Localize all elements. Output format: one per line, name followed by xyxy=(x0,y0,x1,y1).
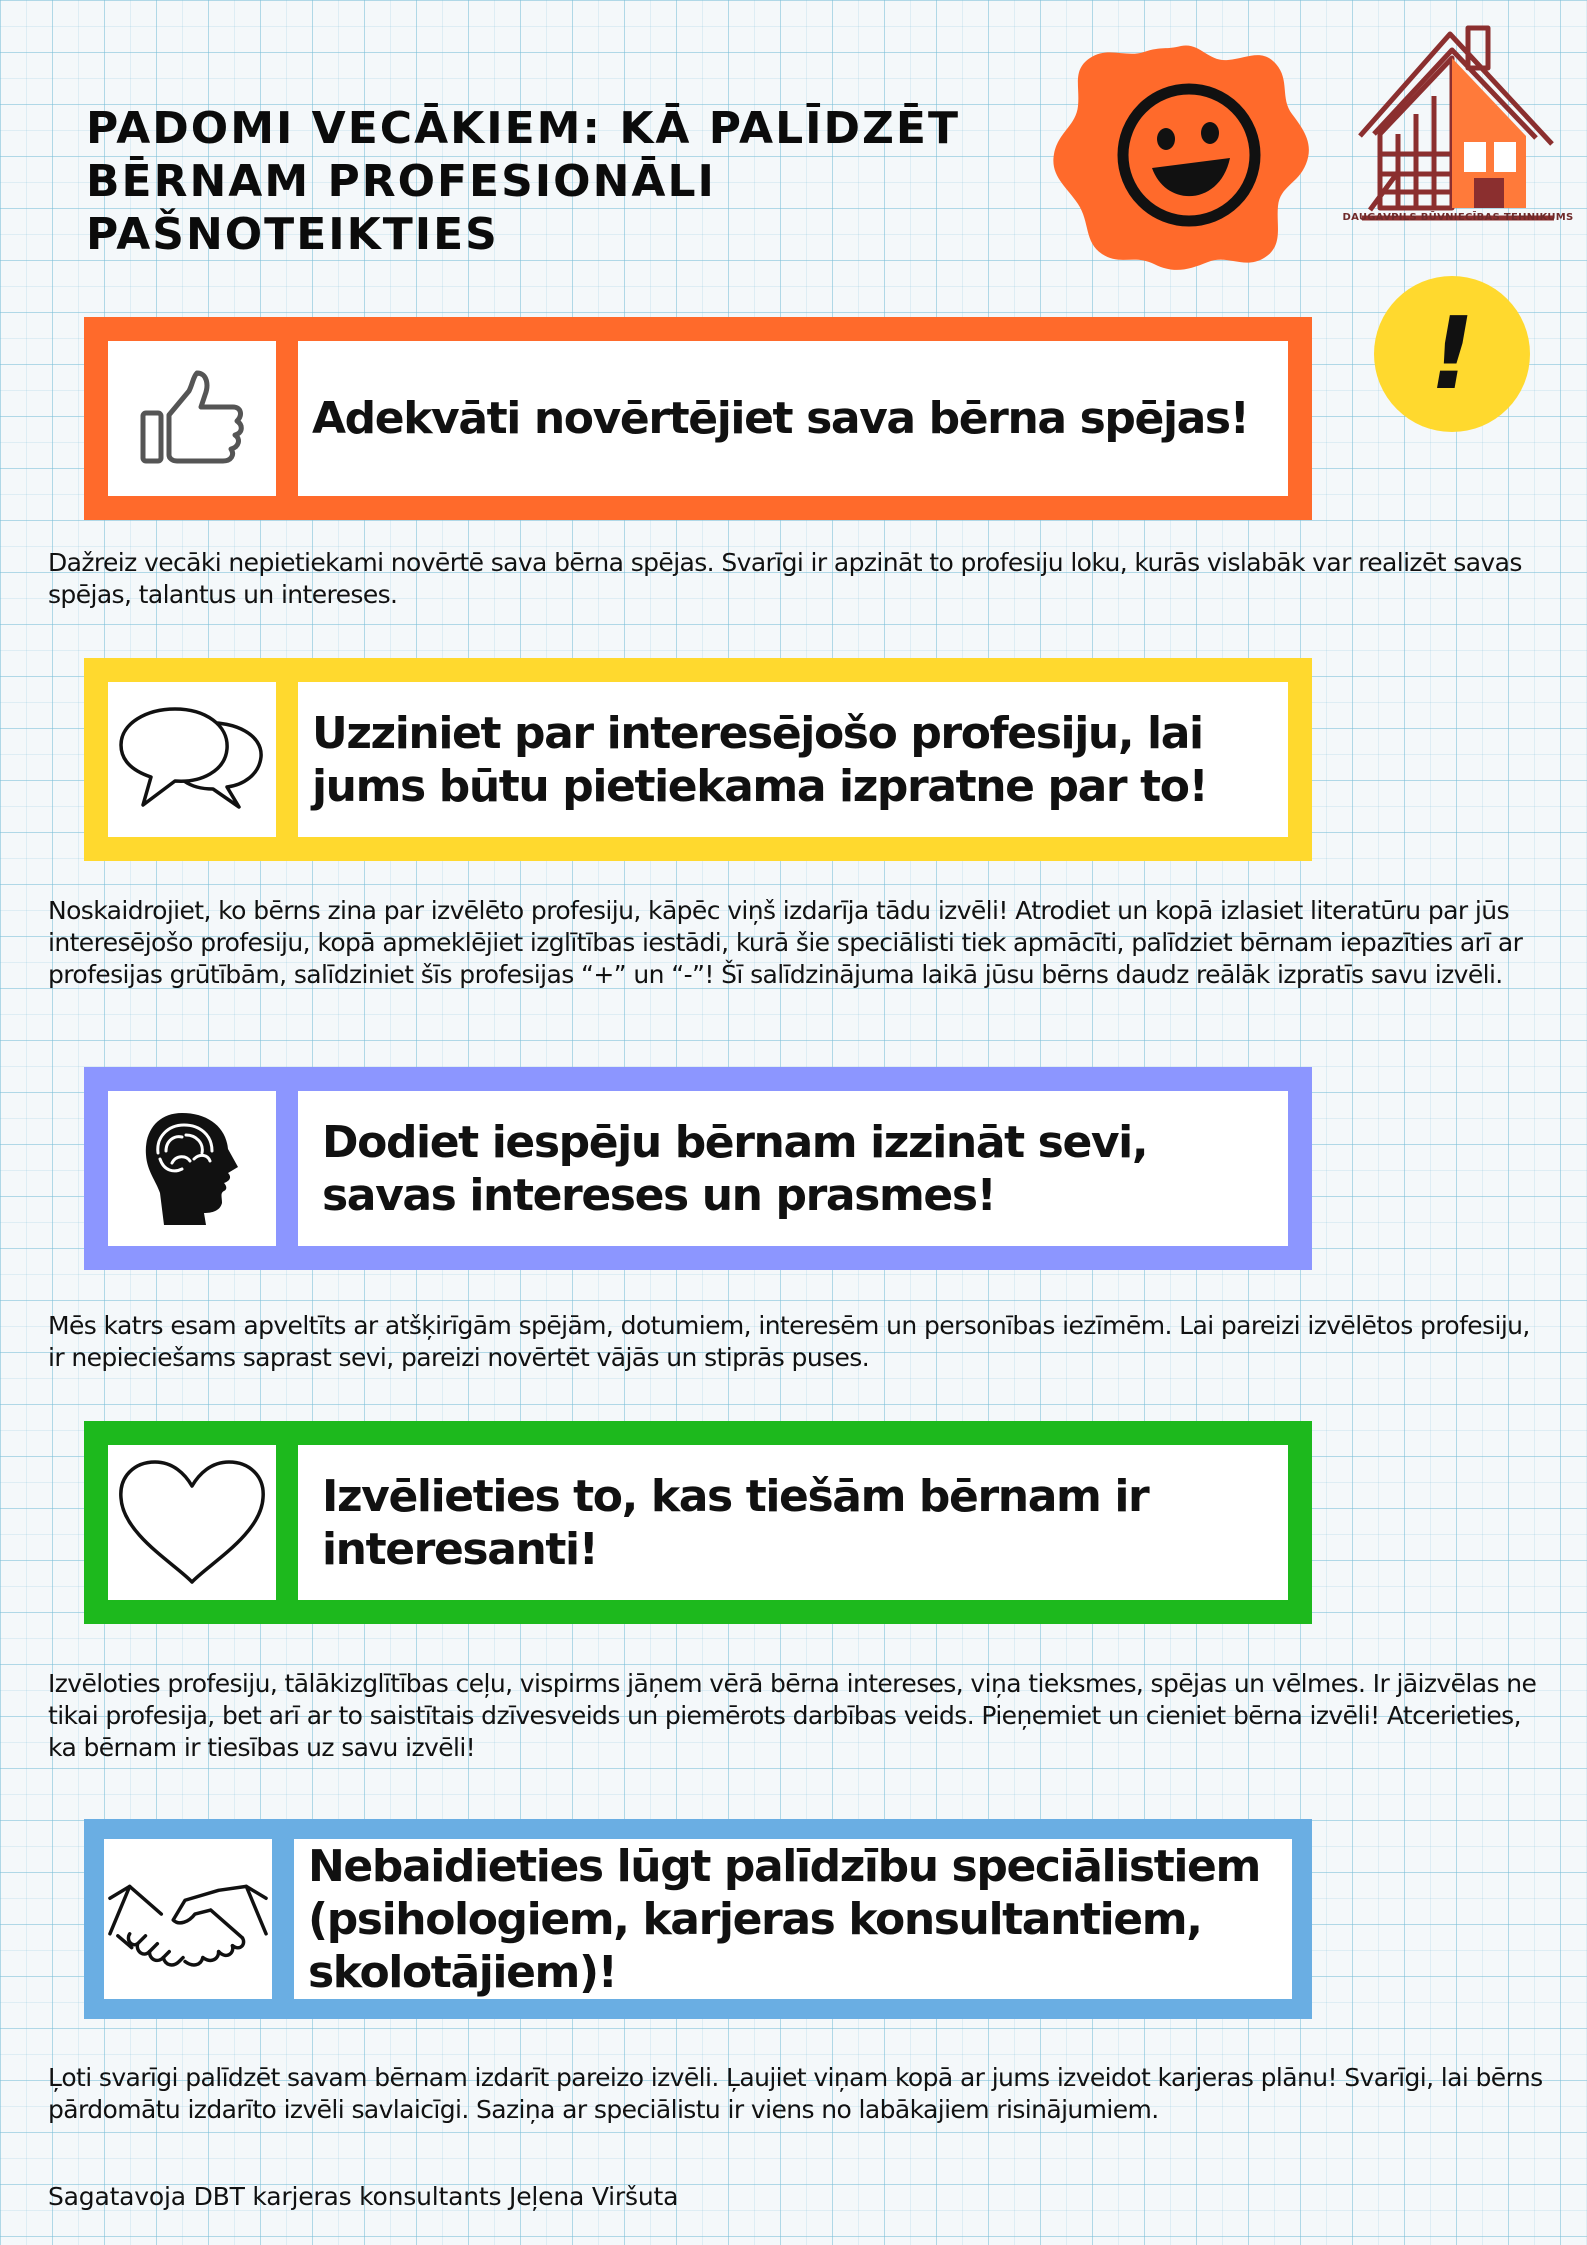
head-brain-icon xyxy=(142,1109,242,1229)
tip-heading: Nebaidieties lūgt palīdzību speciālistiem (psihologiem, karjeras konsultantiem, skolotājiem)! xyxy=(308,1840,1260,1998)
tip-heading-box xyxy=(298,1445,1288,1600)
tip-icon-box xyxy=(108,1091,276,1246)
tip-heading: Adekvāti novērtējiet sava bērna spējas! xyxy=(312,393,1249,444)
heart-icon xyxy=(117,1458,267,1588)
tip-card-3 xyxy=(84,1067,1312,1270)
logo-caption: DAUGAVPILS BŪVNIECĪBAS TEHNIKUMS xyxy=(1342,212,1574,223)
tip-heading: Dodiet iespēju bērnam izzināt sevi, savas intereses un prasmes! xyxy=(322,1116,1148,1221)
exclamation-badge xyxy=(1374,276,1530,432)
smiley-badge-icon xyxy=(1048,40,1314,274)
speech-bubbles-icon xyxy=(117,705,267,815)
tip-heading-box xyxy=(298,341,1288,496)
tip-heading: Izvēlieties to, kas tiešām bērnam ir interesanti! xyxy=(322,1470,1149,1575)
author-credit: Sagatavoja DBT karjeras konsultants Jeļena Viršuta xyxy=(48,2182,679,2211)
tip-card-5 xyxy=(84,1819,1312,2019)
tip-text-3: Mēs katrs esam apveltīts ar atšķirīgām spējām, dotumiem, interesēm un personības iezīmēm. Lai pareizi izvēlētos profesiju, ir nepieciešams saprast sevi, pareizi novērtēt vājās un stiprās puses. xyxy=(48,1311,1530,1372)
tip-card-4 xyxy=(84,1421,1312,1624)
tip-heading-box xyxy=(298,682,1288,837)
tip-card-2 xyxy=(84,658,1312,861)
tip-icon-box xyxy=(108,682,276,837)
tip-text-4: Izvēloties profesiju, tālākizglītības ceļu, vispirms jāņem vērā bērna intereses, viņa tieksmes, spējas un vēlmes. Ir jāizvēlas ne tikai profesija, bet arī ar to saistītais dzīvesveids un piemērots darbības veids. Pieņemiet un cieniet bērna izvēli! Atcerieties, ka bērnam ir tiesības uz savu izvēli! xyxy=(48,1669,1537,1762)
tip-icon-box xyxy=(108,341,276,496)
tip-text-2: Noskaidrojiet, ko bērns zina par izvēlēto profesiju, kāpēc viņš izdarīja tādu izvēli! Atrodiet un kopā izlasiet literatūru par jūs interesējošo profesiju, kopā apmeklējiet izglītības iestādi, kurā šie speciālisti tiek apmācīti, palīdziet bērnam iepazīties arī ar profesijas grūtībām, salīdziniet šīs profesijas “+” un “-”! Šī salīdzinājuma laikā jūsu bērns daudz reālāk izpratīs savu izvēli. xyxy=(48,896,1523,989)
tip-heading-box xyxy=(298,1091,1288,1246)
tip-icon-box xyxy=(108,1445,276,1600)
tip-icon-box xyxy=(104,1839,272,1999)
handshake-icon xyxy=(104,1864,272,1974)
tip-heading: Uzziniet par interesējošo profesiju, lai jums būtu pietiekama izpratne par to! xyxy=(312,707,1208,812)
college-logo-icon xyxy=(1340,22,1576,232)
tip-text-5: Ļoti svarīgi palīdzēt savam bērnam izdarīt pareizo izvēli. Ļaujiet viņam kopā ar jums izveidot karjeras plānu! Svarīgi, lai bērns pārdomātu izdarīto izvēli savlaicīgi. Saziņa ar speciālistu ir viens no labākajiem risinājumiem. xyxy=(48,2063,1543,2124)
thumbs-up-icon xyxy=(137,369,247,469)
tip-card-1 xyxy=(84,317,1312,520)
tip-text-1: Dažreiz vecāki nepietiekami novērtē sava bērna spējas. Svarīgi ir apzināt to profesiju loku, kurās vislabāk var realizēt savas spējas, talantus un intereses. xyxy=(48,548,1522,609)
exclamation-mark: ! xyxy=(1418,295,1486,412)
tip-heading-box xyxy=(294,1839,1292,1999)
page-title: PADOMI VECĀKIEM: KĀ PALĪDZĒT BĒRNAM PROFESIONĀLI PAŠNOTEIKTIES xyxy=(86,103,960,260)
